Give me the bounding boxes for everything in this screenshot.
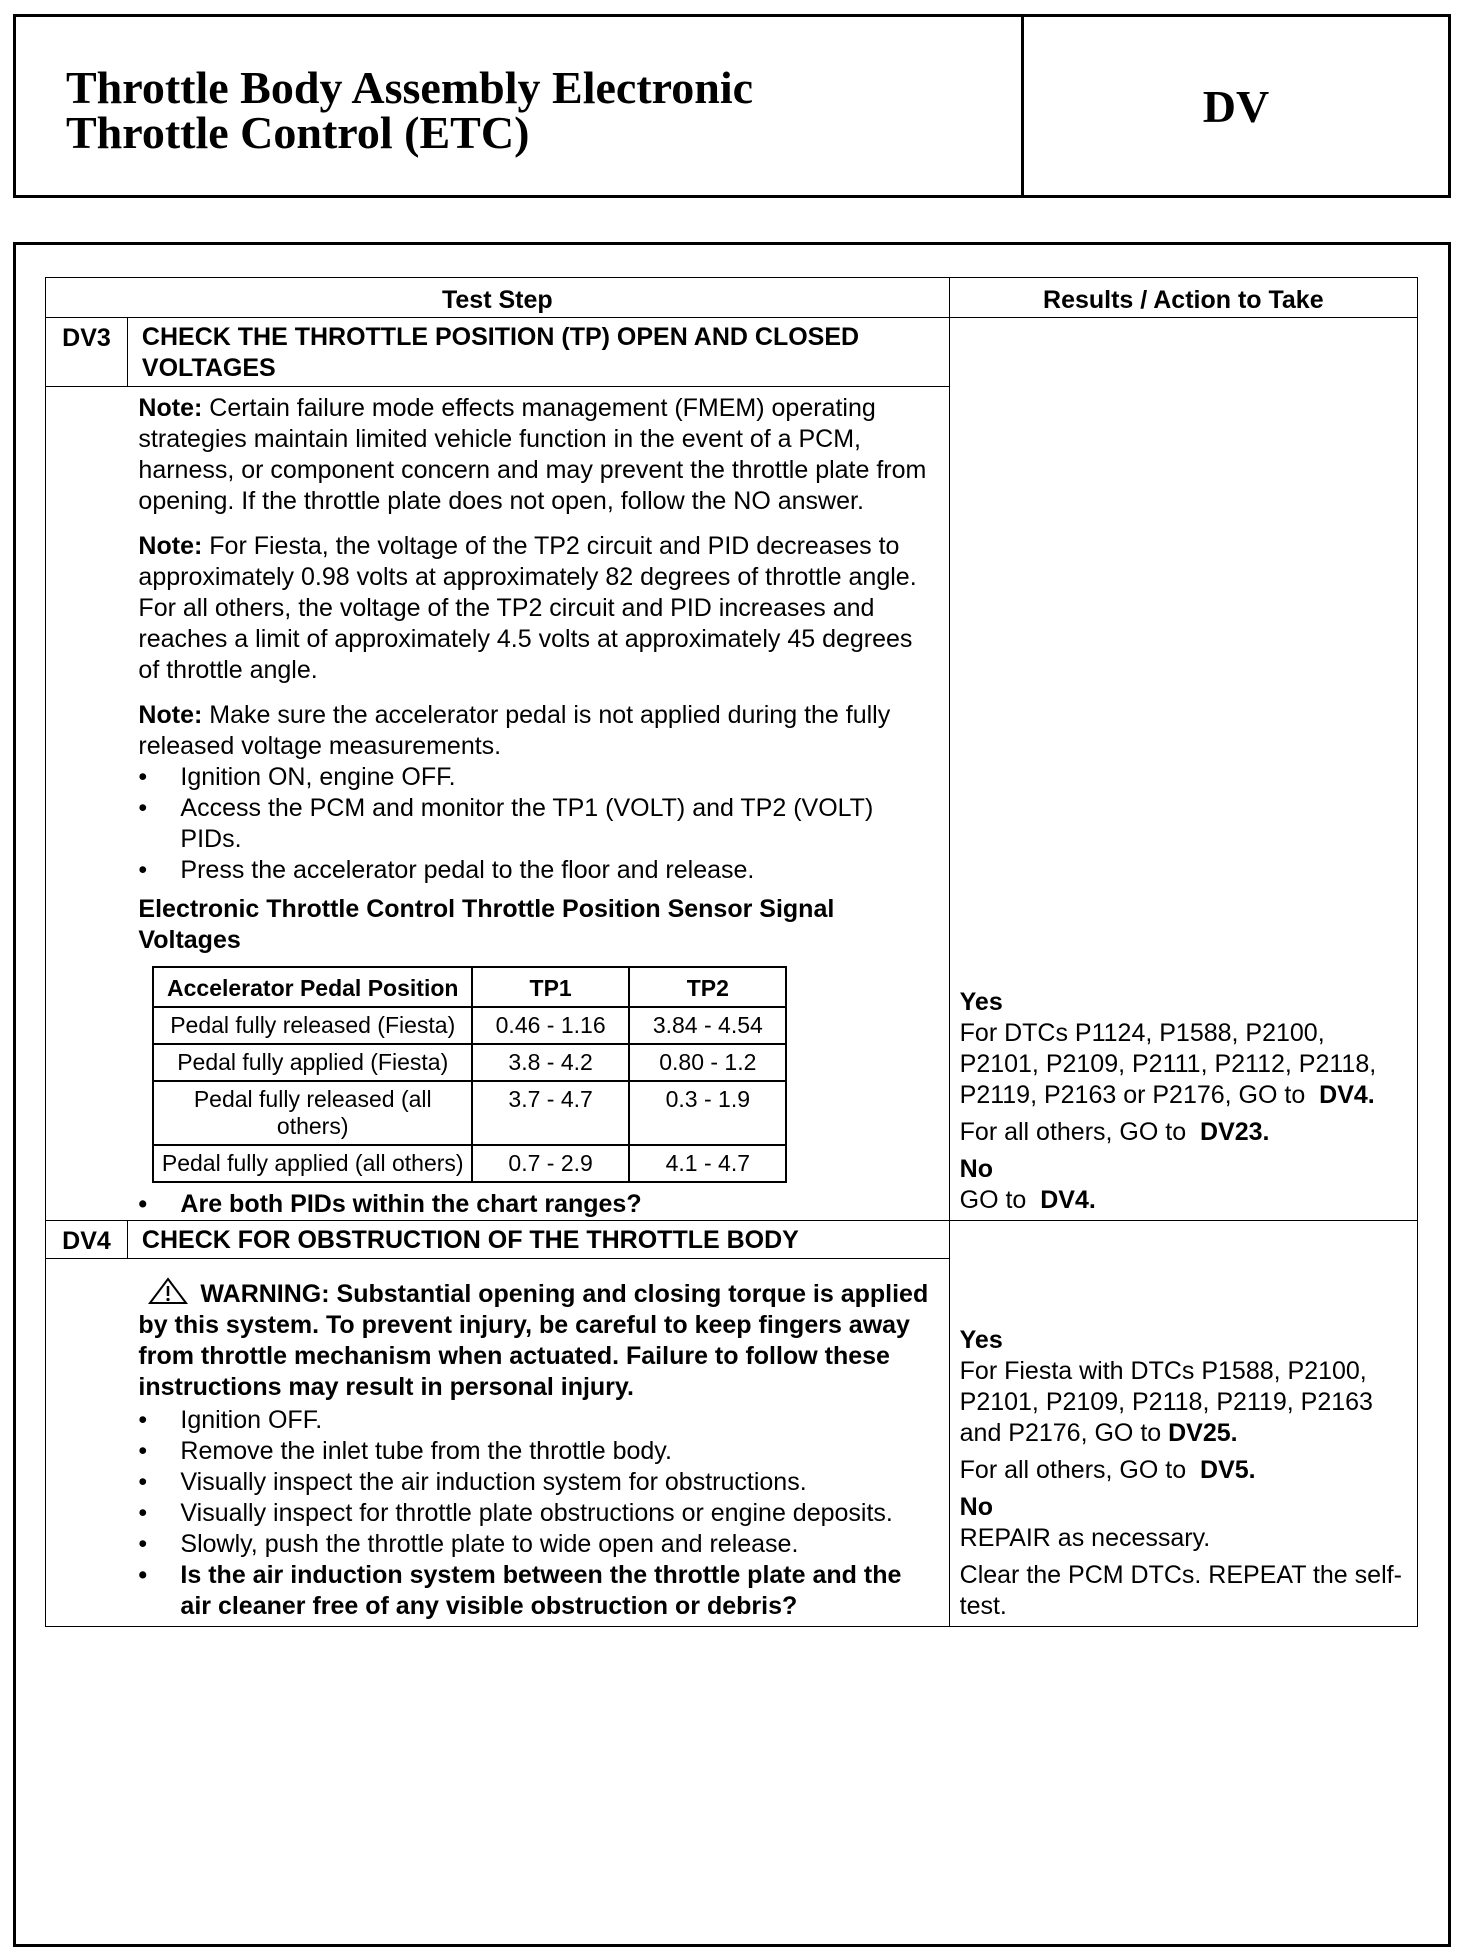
page-title: [66, 62, 1006, 158]
tp2-cell: 0.80 - 1.2: [629, 1044, 786, 1081]
dv3-note-1: [138, 393, 928, 517]
dv3-others-instruction: For all others, GO to: [959, 1118, 1187, 1146]
dv3-step-id: DV3: [46, 318, 128, 387]
col-header-tp2: TP2: [629, 967, 786, 1007]
dv4-no-text-1: REPAIR as necessary.: [959, 1524, 1211, 1552]
tp1-cell: 0.46 - 1.16: [472, 1007, 629, 1044]
test-step-header: Test Step: [46, 278, 950, 318]
dv3-question-list: [138, 1189, 928, 1220]
table-row: [153, 1081, 786, 1145]
tp1-cell: 3.7 - 4.7: [472, 1081, 629, 1145]
table-row: [153, 1044, 786, 1081]
note-text: Make sure the accelerator pedal is not applied during the fully released voltage measurements.: [138, 701, 891, 760]
dv3-step-title: CHECK THE THROTTLE POSITION (TP) OPEN AND CLOSED VOLTAGES: [127, 318, 949, 387]
dv4-yes-text: [960, 1356, 1409, 1449]
dv3-yes-label: Yes: [959, 988, 1003, 1016]
warning-text: WARNING: Substantial opening and closing torque is applied by this system. To prevent injury, be careful to keep fingers away from throttle mechanism when actuated. Failure to follow these instructions may result in personal injury.: [138, 1280, 929, 1401]
dv3-no-text: [960, 1185, 1409, 1216]
dv4-no-label: No: [959, 1493, 993, 1521]
dv4-yes-label: Yes: [959, 1326, 1003, 1354]
dv3-no-label: No: [959, 1155, 993, 1183]
dv3-yes-instruction: For DTCs P1124, P1588, P2100, P2101, P2109, P2111, P2112, P2118, P2119, P2163 or P2176, GO to: [959, 1019, 1377, 1109]
dv4-others-target-link[interactable]: DV5.: [1200, 1456, 1256, 1484]
dv4-step-id: DV4: [46, 1221, 128, 1259]
note-label: Note:: [138, 701, 203, 729]
list-item: • Access the PCM and monitor the TP1 (VOLT) and TP2 (VOLT) PIDs.: [138, 793, 928, 855]
tp2-cell: 3.84 - 4.54: [629, 1007, 786, 1044]
warning-icon: [148, 1277, 188, 1305]
dv4-results: [949, 1221, 1417, 1627]
dv3-yes-text: [960, 1018, 1409, 1111]
col-header-pedal-position: Accelerator Pedal Position: [153, 967, 472, 1007]
voltage-table-header-row: [153, 967, 786, 1007]
tp2-cell: 4.1 - 4.7: [629, 1145, 786, 1182]
list-item: • Visually inspect for throttle plate obstructions or engine deposits.: [138, 1498, 928, 1529]
page-header: [13, 14, 1451, 198]
dv4-others-text: [960, 1455, 1409, 1486]
dv3-others-target-link[interactable]: DV23.: [1200, 1118, 1270, 1146]
dv3-bullet-list: [138, 762, 928, 886]
voltage-chart-title: Electronic Throttle Control Throttle Position Sensor Signal Voltages: [138, 895, 835, 954]
note-text: Certain failure mode effects management (FMEM) operating strategies maintain limited vehicle function in the event of a PCM, harness, or component concern and may prevent the throttle plate from opening. If the throttle plate does not open, follow the NO answer.: [138, 394, 927, 515]
dv3-step-content: [127, 387, 949, 1221]
page-title-line-2: Throttle Control (ETC): [66, 107, 530, 158]
dv4-no-text-2: Clear the PCM DTCs. REPEAT the self-test.: [959, 1561, 1402, 1620]
results-header: Results / Action to Take: [949, 278, 1417, 318]
test-step-table: [45, 277, 1418, 1627]
note-label: Note:: [138, 532, 203, 560]
dv4-step-title: CHECK FOR OBSTRUCTION OF THE THROTTLE BODY: [127, 1221, 949, 1259]
page-title-line-1: Throttle Body Assembly Electronic: [66, 62, 754, 113]
dv3-yes-target-link[interactable]: DV4.: [1319, 1081, 1375, 1109]
list-item: • Remove the inlet tube from the throttle body.: [138, 1436, 928, 1467]
voltage-table: [152, 966, 787, 1183]
list-item: • Ignition OFF.: [138, 1405, 928, 1436]
tp1-cell: 3.8 - 4.2: [472, 1044, 629, 1081]
tp1-cell: 0.7 - 2.9: [472, 1145, 629, 1182]
table-row: [153, 1007, 786, 1044]
pedal-position-cell: Pedal fully applied (Fiesta): [153, 1044, 472, 1081]
dv4-title-row: [46, 1221, 1418, 1259]
dv4-yes-instruction: For Fiesta with DTCs P1588, P2100, P2101, P2109, P2118, P2119, P2163 and P2176, GO to: [959, 1357, 1373, 1447]
dv4-others-instruction: For all others, GO to: [959, 1456, 1187, 1484]
dv3-results: [949, 318, 1417, 1221]
pedal-position-cell: Pedal fully released (all others): [153, 1081, 472, 1145]
dv3-no-target-link[interactable]: DV4.: [1040, 1186, 1096, 1214]
dv4-step-content: [127, 1259, 949, 1627]
dv3-note-2: [138, 531, 928, 686]
col-header-tp1: TP1: [472, 967, 629, 1007]
table-header-row: [46, 278, 1418, 318]
list-item: • Press the accelerator pedal to the floor and release.: [138, 855, 928, 886]
list-item: • Ignition ON, engine OFF.: [138, 762, 928, 793]
dv4-yes-target-link[interactable]: DV25.: [1168, 1419, 1238, 1447]
dv4-warning: [138, 1277, 928, 1403]
dv4-id-spacer: [46, 1259, 128, 1627]
dv4-question: • Is the air induction system between the throttle plate and the air cleaner free of any visible obstruction or debris?: [138, 1560, 928, 1622]
tp2-cell: 0.3 - 1.9: [629, 1081, 786, 1145]
dv3-no-instruction: GO to: [959, 1186, 1027, 1214]
dv4-bullet-list: [138, 1405, 928, 1622]
dv3-others-text: [960, 1117, 1409, 1148]
list-item: • Slowly, push the throttle plate to wide open and release.: [138, 1529, 928, 1560]
dv3-question: • Are both PIDs within the chart ranges?: [138, 1189, 928, 1220]
pedal-position-cell: Pedal fully released (Fiesta): [153, 1007, 472, 1044]
pedal-position-cell: Pedal fully applied (all others): [153, 1145, 472, 1182]
dv3-title-row: [46, 318, 1418, 387]
note-text: For Fiesta, the voltage of the TP2 circuit and PID decreases to approximately 0.98 volts at approximately 82 degrees of throttle angle. For all others, the voltage of the TP2 circuit and PID increases and reaches a limit of approximately 4.5 volts at approximately 45 degrees of throttle angle.: [138, 532, 917, 684]
table-row: [153, 1145, 786, 1182]
list-item: • Visually inspect the air induction system for obstructions.: [138, 1467, 928, 1498]
section-code: DV: [1202, 80, 1270, 132]
dv3-note-3: [138, 700, 928, 762]
dv3-id-spacer: [46, 387, 128, 1221]
note-label: Note:: [138, 394, 203, 422]
